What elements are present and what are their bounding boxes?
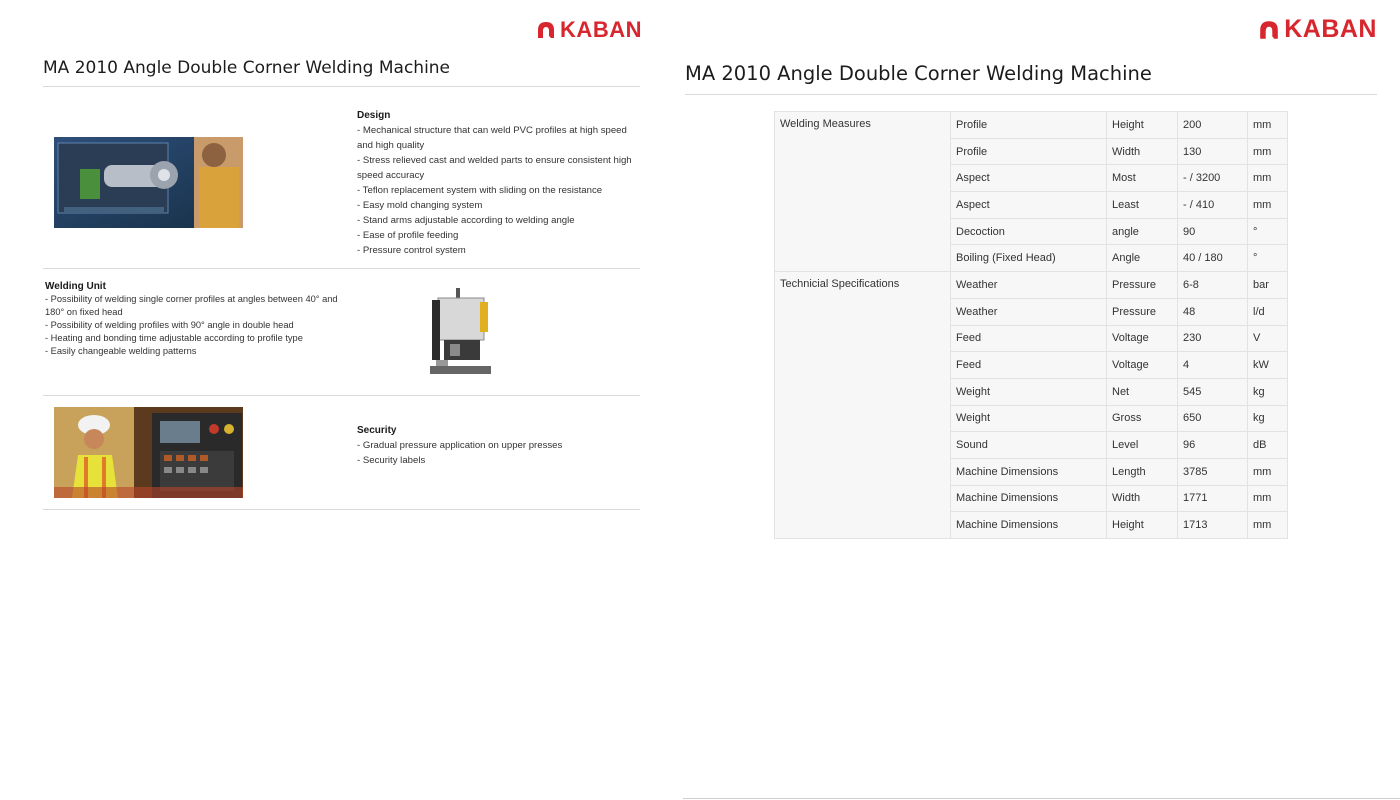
table-cell: angle <box>1107 218 1178 245</box>
table-cell: 230 <box>1178 325 1248 352</box>
page-title: MA 2010 Angle Double Corner Welding Machine <box>43 58 451 78</box>
table-cell: mm <box>1248 458 1288 485</box>
table-row <box>775 112 1288 139</box>
table-cell: 4 <box>1178 352 1248 379</box>
page-title: MA 2010 Angle Double Corner Welding Machine <box>685 62 1152 85</box>
table-cell: 130 <box>1178 138 1248 165</box>
table-cell: 650 <box>1178 405 1248 432</box>
section-divider <box>43 509 640 510</box>
left-page <box>0 0 680 800</box>
table-cell: Aspect <box>951 165 1107 192</box>
table-cell: 3785 <box>1178 458 1248 485</box>
right-page <box>680 0 1400 800</box>
table-cell: Height <box>1107 512 1178 539</box>
table-cell: Machine Dimensions <box>951 458 1107 485</box>
kaban-logo <box>1258 15 1377 44</box>
group-cell: Welding Measures <box>775 112 951 272</box>
table-cell: kg <box>1248 405 1288 432</box>
table-cell: Voltage <box>1107 325 1178 352</box>
section-divider <box>43 268 640 269</box>
welding-unit-section <box>45 280 350 358</box>
list-item: - Possibility of welding single corner profiles at angles between 40° and 180° on fixed head <box>45 294 338 317</box>
table-cell: Width <box>1107 485 1178 512</box>
table-cell: Feed <box>951 325 1107 352</box>
table-cell: 90 <box>1178 218 1248 245</box>
table-cell: Angle <box>1107 245 1178 272</box>
section-divider <box>43 395 640 396</box>
table-cell: Level <box>1107 432 1178 459</box>
table-cell: Weight <box>951 405 1107 432</box>
list-item: - Stress relieved cast and welded parts to ensure consistent high speed accuracy <box>357 155 632 181</box>
kaban-logo-icon <box>1258 19 1280 41</box>
table-cell: Height <box>1107 112 1178 139</box>
table-cell: 48 <box>1178 298 1248 325</box>
table-cell: Profile <box>951 112 1107 139</box>
table-cell: kW <box>1248 352 1288 379</box>
logo-text: KABAN <box>560 17 642 42</box>
table-cell: Most <box>1107 165 1178 192</box>
list-item: - Ease of profile feeding <box>357 230 459 241</box>
table-cell: Least <box>1107 192 1178 219</box>
table-cell: 200 <box>1178 112 1248 139</box>
bottom-divider <box>683 798 1400 799</box>
table-cell: mm <box>1248 512 1288 539</box>
logo-text: KABAN <box>1284 15 1377 43</box>
list-item: - Heating and bonding time adjustable according to profile type <box>45 333 303 343</box>
title-divider <box>685 94 1377 95</box>
list-item: - Stand arms adjustable according to welding angle <box>357 215 575 226</box>
table-cell: 1713 <box>1178 512 1248 539</box>
list-item: - Teflon replacement system with sliding on the resistance <box>357 185 603 196</box>
table-cell: Machine Dimensions <box>951 485 1107 512</box>
section-heading: Design <box>357 110 391 121</box>
list-item: - Pressure control system <box>357 245 466 256</box>
table-cell: mm <box>1248 112 1288 139</box>
table-cell: Pressure <box>1107 298 1178 325</box>
table-cell: 6-8 <box>1178 272 1248 299</box>
cad-design-image <box>54 137 243 228</box>
table-cell: Weather <box>951 272 1107 299</box>
table-cell: kg <box>1248 378 1288 405</box>
section-heading: Welding Unit <box>45 281 106 292</box>
table-cell: Pressure <box>1107 272 1178 299</box>
kaban-logo-icon <box>536 20 556 40</box>
table-cell: Boiling (Fixed Head) <box>951 245 1107 272</box>
table-cell: 96 <box>1178 432 1248 459</box>
list-item: - Security labels <box>357 455 426 466</box>
table-cell: mm <box>1248 485 1288 512</box>
list-item: - Gradual pressure application on upper presses <box>357 440 563 451</box>
title-divider <box>43 86 640 87</box>
table-cell: - / 410 <box>1178 192 1248 219</box>
list-item: - Easy mold changing system <box>357 200 483 211</box>
table-cell: - / 3200 <box>1178 165 1248 192</box>
list-item: - Easily changeable welding patterns <box>45 346 197 356</box>
table-cell: Weather <box>951 298 1107 325</box>
table-cell: 545 <box>1178 378 1248 405</box>
table-cell: Profile <box>951 138 1107 165</box>
table-cell: Machine Dimensions <box>951 512 1107 539</box>
table-cell: 1771 <box>1178 485 1248 512</box>
table-cell: Aspect <box>951 192 1107 219</box>
section-heading: Security <box>357 425 397 436</box>
table-cell: V <box>1248 325 1288 352</box>
group-cell: Technicial Specifications <box>775 272 951 539</box>
table-cell: bar <box>1248 272 1288 299</box>
list-item: - Mechanical structure that can weld PVC profiles at high speed and high quality <box>357 125 627 151</box>
design-section <box>357 108 632 258</box>
table-cell: ° <box>1248 218 1288 245</box>
welding-machine-image <box>430 288 491 378</box>
table-cell: Gross <box>1107 405 1178 432</box>
table-cell: Weight <box>951 378 1107 405</box>
table-cell: Length <box>1107 458 1178 485</box>
table-cell: Decoction <box>951 218 1107 245</box>
table-cell: ° <box>1248 245 1288 272</box>
spec-table <box>774 111 1288 539</box>
table-cell: Sound <box>951 432 1107 459</box>
worker-control-panel-image <box>54 407 243 498</box>
table-cell: mm <box>1248 165 1288 192</box>
security-section <box>357 423 632 468</box>
table-cell: 40 / 180 <box>1178 245 1248 272</box>
kaban-logo <box>536 17 642 43</box>
table-cell: l/d <box>1248 298 1288 325</box>
table-cell: Feed <box>951 352 1107 379</box>
table-cell: dB <box>1248 432 1288 459</box>
list-item: - Possibility of welding profiles with 90° angle in double head <box>45 320 294 330</box>
table-cell: mm <box>1248 192 1288 219</box>
table-row <box>775 272 1288 299</box>
table-cell: mm <box>1248 138 1288 165</box>
table-cell: Width <box>1107 138 1178 165</box>
table-cell: Voltage <box>1107 352 1178 379</box>
table-cell: Net <box>1107 378 1178 405</box>
